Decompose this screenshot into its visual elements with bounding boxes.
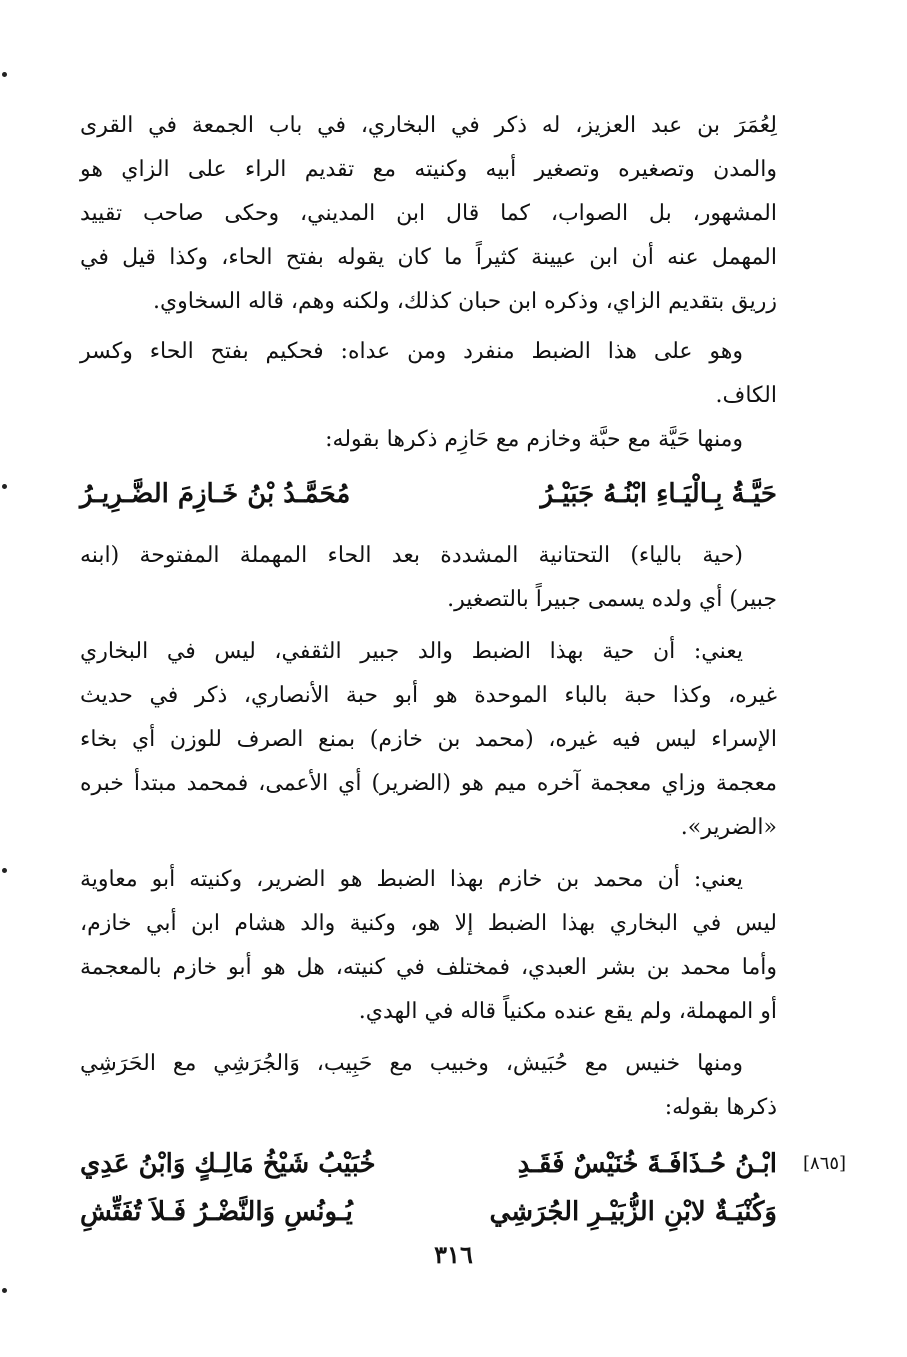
paragraph-3 xyxy=(80,418,777,462)
paragraph-1 xyxy=(80,104,777,324)
commentary-1 xyxy=(80,534,777,622)
commentary-2 xyxy=(80,630,777,850)
text-line: غيره، وكذا حبة بالباء الموحدة هو أبو حبة الأنصاري، ذكر في حديث xyxy=(80,683,777,708)
text-line: أو المهملة، ولم يقع عنده مكنياً قاله في الهدي. xyxy=(358,999,777,1024)
verse-hemistich-right: ابْـنُ حُـذَافَـةَ خُنَيْسٌ فَقَـدِ xyxy=(517,1149,777,1179)
verse-hemistich-right: وَكُنْيَـةٌ لابْنِ الزُّبَيْـرِ الجُرَشِي xyxy=(489,1197,777,1227)
text-line: يعني: أن حية بهذا الضبط والد جبير الثقفي، ليس في البخاري xyxy=(80,639,743,664)
text-line: (حية بالياء) التحتانية المشددة بعد الحاء المهملة المفتوحة (ابنه xyxy=(80,543,743,568)
verse-1 xyxy=(80,468,777,520)
margin-mark xyxy=(2,1288,7,1293)
text-line: والمدن وتصغيره وتصغير أبيه وكنيته مع تقديم الراء على الزاي هو xyxy=(80,157,777,182)
text-line: لِعُمَرَ بن عبد العزيز، له ذكر في البخاري، في باب الجمعة في القرى xyxy=(80,113,777,138)
verse-hemistich-right: حَيَّـةُ بِـالْيَـاءِ ابْنُـهُ جَبَيْـرُ xyxy=(540,479,777,509)
text-line: معجمة وزاي معجمة آخره ميم هو (الضرير) أي الأعمى، فمحمد مبتدأ خبره xyxy=(80,771,777,796)
text-line: «الضرير». xyxy=(680,815,777,840)
text-line: ومنها خنيس مع حُبَيش، وخبيب مع حَبِيب، وَالجُرَشِي مع الحَرَشِي xyxy=(80,1051,743,1076)
margin-mark xyxy=(2,484,7,489)
text-line: الكاف. xyxy=(715,383,777,408)
verse-number: [٨٦٥] xyxy=(803,1153,847,1174)
verse-2-line-2 xyxy=(80,1186,777,1238)
text-line: وأما محمد بن بشر العبدي، فمختلف في كنيته، هل هو أبو خازم بالمعجمة xyxy=(80,955,777,980)
text-line: يعني: أن محمد بن خازم بهذا الضبط هو الضرير، وكنيته أبو معاوية xyxy=(80,867,743,892)
verse-hemistich-left: يُـونُسِ وَالنَّضْـرُ فَـلاَ تُفَتِّشِ xyxy=(80,1197,353,1227)
text-line: جبير) أي ولده يسمى جبيراً بالتصغير. xyxy=(447,587,777,612)
text-line: المشهور، بل الصواب، كما قال ابن المديني، وحكى صاحب تقييد xyxy=(80,201,777,226)
verse-hemistich-left: خُبَيْبُ شَيْخُ مَالِـكٍ وَابْنُ عَدِي xyxy=(80,1149,376,1179)
text-line: ومنها حَيَّة مع حبَّة وخازم مع حَازِم ذكرها بقوله: xyxy=(325,427,743,452)
text-line: زريق بتقديم الزاي، وذكره ابن حبان كذلك، ولكنه وهم، قاله السخاوي. xyxy=(152,289,777,314)
paragraph-2 xyxy=(80,330,777,418)
verse-hemistich-left: مُحَمَّـدُ بْنُ خَـازِمَ الضَّـرِيـرُ xyxy=(80,479,351,509)
text-line: المهمل عنه أن ابن عيينة كثيراً ما كان يقوله بفتح الحاء، وكذا قيل في xyxy=(80,245,777,270)
verse-2-line-1 xyxy=(80,1138,777,1190)
margin-mark xyxy=(2,72,7,77)
commentary-4 xyxy=(80,1042,777,1130)
page-number: ٣١٦ xyxy=(434,1240,473,1269)
text-line: ذكرها بقوله: xyxy=(664,1095,777,1120)
commentary-3 xyxy=(80,858,777,1034)
text-line: الإسراء ليس فيه غيره، (محمد بن خازم) بمنع الصرف للوزن أي بخاء xyxy=(80,727,777,752)
text-line: ليس في البخاري بهذا الضبط إلا هو، وكنية والد هشام ابن أبي خازم، xyxy=(80,911,777,936)
text-line: وهو على هذا الضبط منفرد ومن عداه: فحكيم بفتح الحاء وكسر xyxy=(80,339,743,364)
margin-mark xyxy=(2,868,7,873)
